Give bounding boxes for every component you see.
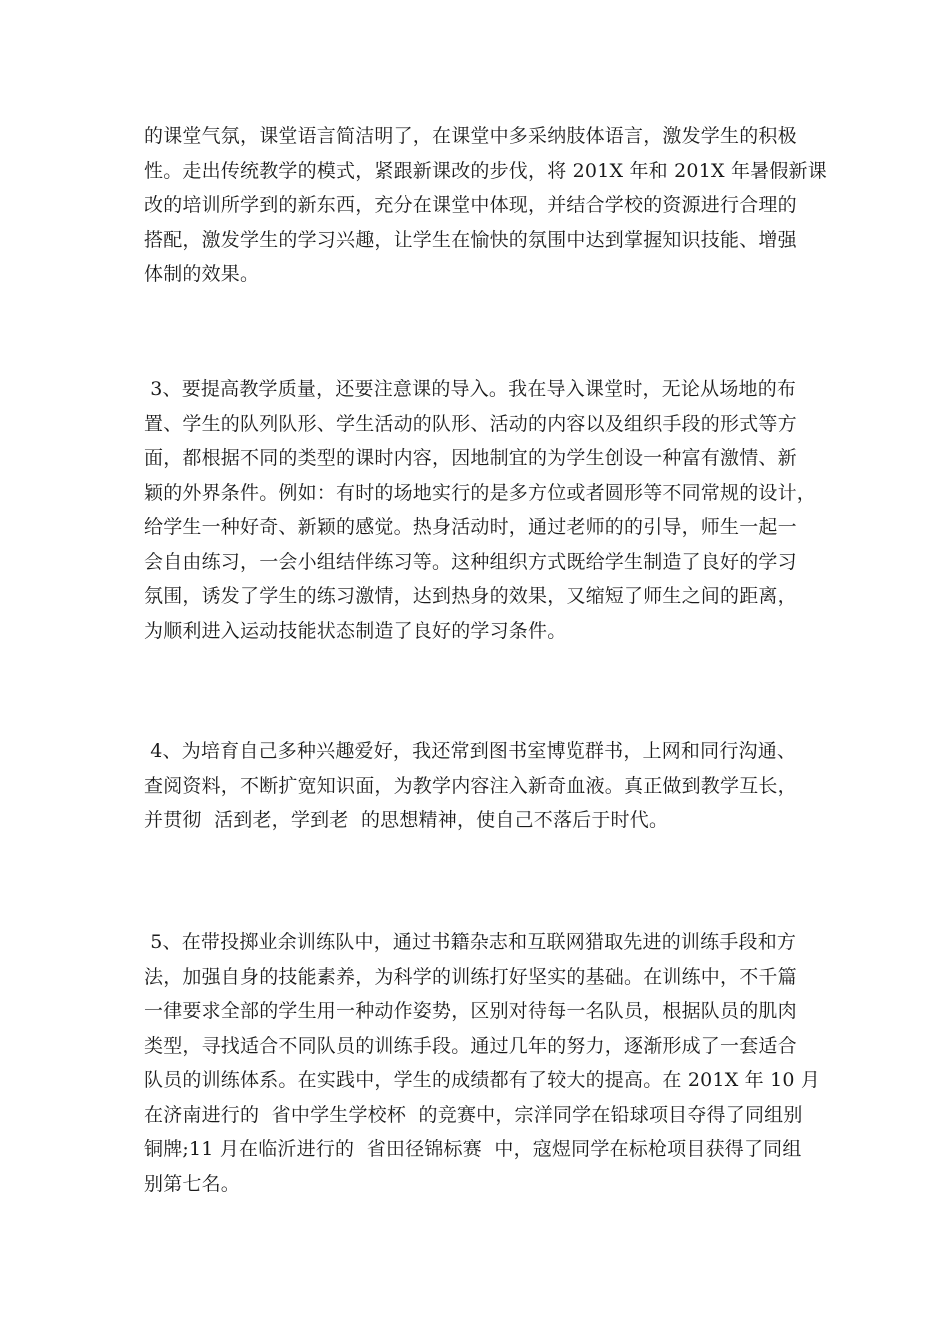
- paragraph-classroom-atmosphere: [144, 119, 827, 292]
- text-line: 4、为培育自己多种兴趣爱好，我还常到图书室博览群书，上网和同行沟通、: [144, 740, 797, 762]
- text-line: 改的培训所学到的新东西，充分在课堂中体现，并结合学校的资源进行合理的: [144, 194, 797, 216]
- paragraph-interests-learning: [144, 734, 814, 838]
- text-line: 在济南进行的 省中学生学校杯 的竞赛中，宗洋同学在铅球项目夺得了同组别: [144, 1103, 803, 1126]
- text-line: 为顺利进入运动技能状态制造了良好的学习条件。: [144, 619, 567, 642]
- text-line: 5、在带投掷业余训练队中，通过书籍杂志和互联网猎取先进的训练手段和方: [144, 931, 797, 953]
- text-line: 一律要求全部的学生用一种动作姿势，区别对待每一名队员，根据队员的肌肉: [144, 1000, 797, 1022]
- text-line: 查阅资料，不断扩宽知识面，为教学内容注入新奇血液。真正做到教学互长，: [144, 774, 797, 797]
- text-line: 会自由练习，一会小组结伴练习等。这种组织方式既给学生制造了良好的学习: [144, 550, 797, 573]
- text-line: 法，加强自身的技能素养，为科学的训练打好坚实的基础。在训练中，不千篇: [144, 965, 797, 988]
- paragraph-lesson-introduction: [144, 372, 817, 648]
- text-line: 别第七名。: [144, 1172, 241, 1195]
- text-line: 氛围，诱发了学生的练习激情，达到热身的效果，又缩短了师生之间的距离，: [144, 585, 797, 607]
- text-line: 置、学生的队列队形、学生活动的队形、活动的内容以及组织手段的形式等方: [144, 412, 797, 435]
- text-line: 面，都根据不同的类型的课时内容，因地制宜的为学生创设一种富有激情、新: [144, 447, 797, 469]
- text-line: 搭配，激发学生的学习兴趣，让学生在愉快的氛围中达到掌握知识技能、增强: [144, 228, 797, 251]
- text-line: 类型，寻找适合不同队员的训练手段。通过几年的努力，逐渐形成了一套适合: [144, 1034, 797, 1057]
- paragraph-training-team: [144, 925, 821, 1201]
- text-line: 的课堂气氛，课堂语言简洁明了，在课堂中多采纳肢体语言，激发学生的积极: [144, 125, 797, 147]
- text-line: 颖的外界条件。例如：有时的场地实行的是多方位或者圆形等不同常规的设计，: [144, 481, 817, 504]
- text-line: 给学生一种好奇、新颖的感觉。热身活动时，通过老师的的引导，师生一起一: [144, 516, 797, 538]
- text-line: 队员的训练体系。在实践中，学生的成绩都有了较大的提高。在 201X 年 10 月: [144, 1069, 821, 1091]
- text-line: 性。走出传统教学的模式，紧跟新课改的步伐，将 201X 年和 201X 年暑假新课: [144, 159, 827, 182]
- text-line: 体制的效果。: [144, 263, 260, 285]
- text-line: 3、要提高教学质量，还要注意课的导入。我在导入课堂时，无论从场地的布: [144, 378, 797, 400]
- text-line: 并贯彻 活到老，学到老 的思想精神，使自己不落后于时代。: [144, 809, 669, 831]
- text-line: 铜牌;11 月在临沂进行的 省田径锦标赛 中，寇煜同学在标枪项目获得了同组: [144, 1138, 802, 1160]
